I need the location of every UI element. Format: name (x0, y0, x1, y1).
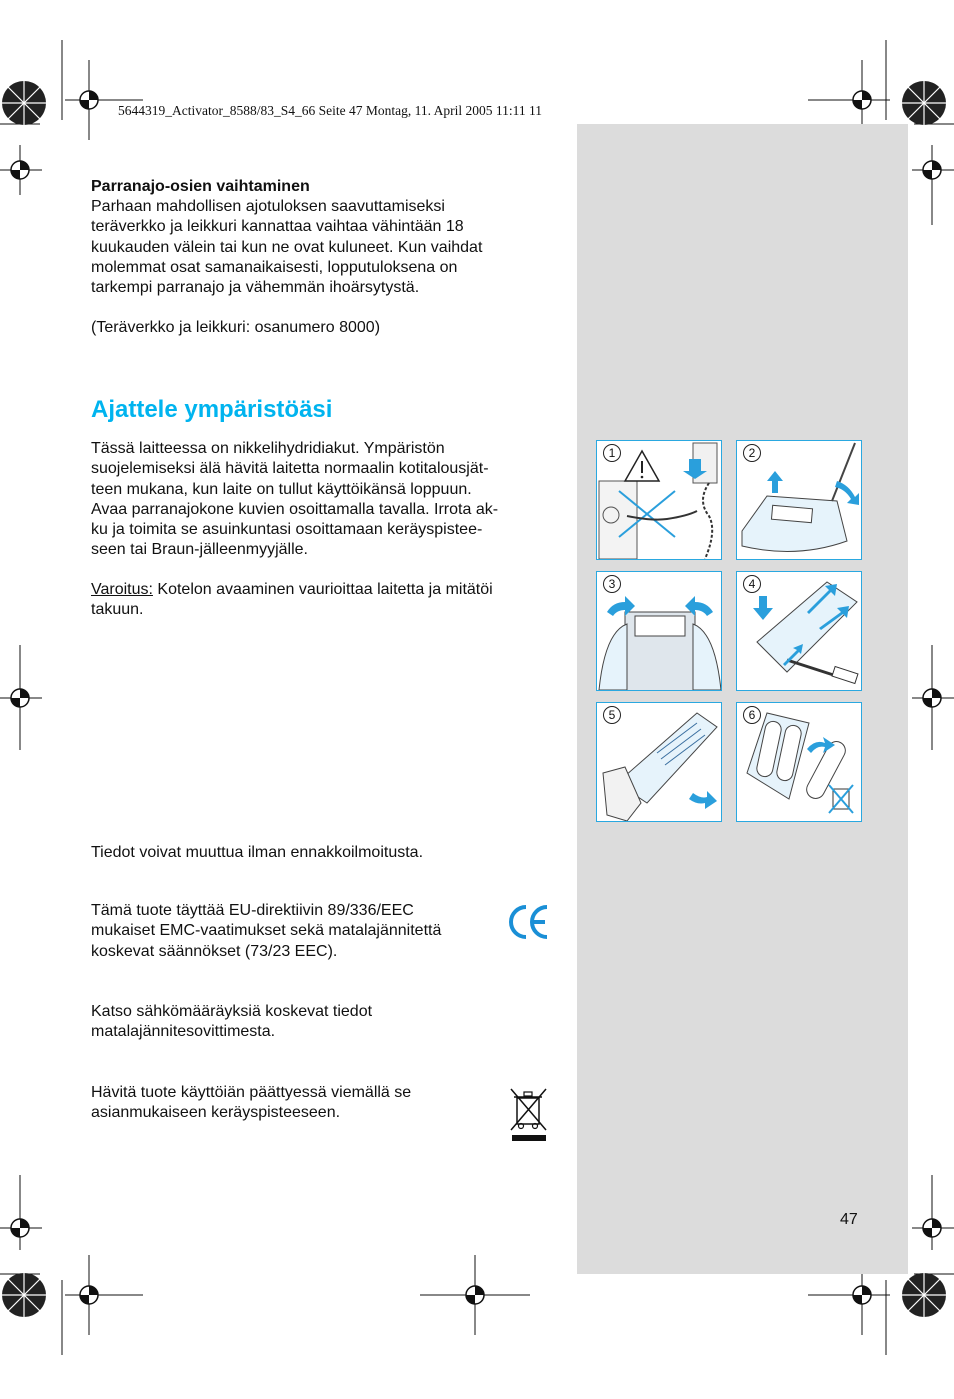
figure-5 (596, 702, 722, 822)
figure-number: 6 (743, 706, 761, 724)
text-line: molemmat osat samanaikaisesti, lopputuloksena on (91, 258, 458, 276)
section1-body (91, 197, 482, 298)
warning-text-line2: takuun. (91, 601, 144, 619)
change-notice: Tiedot voivat muuttua ilman ennakkoilmoitusta. (91, 844, 424, 861)
text-line: Avaa parranajokone kuvien osoittamalla tavalla. Irrota ak- (91, 500, 499, 518)
figure-3 (596, 571, 722, 691)
text-line: tarkempi parranajo ja vähemmän ihoärsytystä. (91, 279, 420, 297)
figure-number: 1 (603, 444, 621, 462)
figure-number: 3 (603, 575, 621, 593)
crossed-out-bin-icon (508, 1086, 550, 1149)
figure-number: 4 (743, 575, 761, 593)
warning-label: Varoitus: (91, 581, 153, 598)
figure-number: 5 (603, 706, 621, 724)
text-line: kuukauden välein tai kun ne ovat kuluneet. Kun vaihdat (91, 238, 483, 256)
figure-6 (736, 702, 862, 822)
text-line: koskevat säännökset (73/23 EEC). (91, 942, 338, 960)
text-line: seen tai Braun-jälleenmyyjälle. (91, 541, 308, 559)
disposal-text (91, 1083, 411, 1124)
print-header: 5644319_Activator_8588/83_S4_66 Seite 47 Montag, 11. April 2005 11:11 11 (118, 103, 542, 118)
section-heading-blade-replacement: Parranajo-osien vaihtaminen (91, 178, 310, 195)
section-heading-environment: Ajattele ympäristöäsi (91, 396, 333, 423)
text-line: teen mukana, kun laite on tullut käyttöikänsä loppuun. (91, 480, 472, 498)
electrical-info-text (91, 1002, 372, 1043)
text-line: Katso sähkömääräyksiä koskevat tiedot (91, 1003, 373, 1020)
warning-text: Kotelon avaaminen vaurioittaa laitetta ja mitätöi (152, 581, 493, 598)
part-number-note: (Teräverkko ja leikkuri: osanumero 8000) (91, 319, 381, 336)
sidebar-column (577, 124, 908, 1274)
figure-1 (596, 440, 722, 560)
text-line: matalajännitesovittimesta. (91, 1023, 276, 1041)
text-line: teräverkko ja leikkuri kannattaa vaihtaa vähintään 18 (91, 218, 464, 236)
eu-compliance-text (91, 901, 441, 962)
text-line: Tässä laitteessa on nikkelihydridiakut. Ympäristön (91, 440, 445, 457)
text-line: Hävitä tuote käyttöiän päättyessä viemällä se (91, 1084, 412, 1101)
text-line: asianmukaiseen keräyspisteeseen. (91, 1104, 341, 1122)
text-line: Tämä tuote täyttää EU-direktiivin 89/336/EEC (91, 902, 414, 919)
page-number: 47 (840, 1211, 858, 1228)
text-line: Parhaan mahdollisen ajotuloksen saavuttamiseksi (91, 198, 445, 215)
ce-mark-icon (505, 902, 551, 947)
text-line: suojelemiseksi älä hävitä laitetta normaalin kotitalousjät- (91, 460, 489, 478)
text-line: mukaiset EMC-vaatimukset sekä matalajännitettä (91, 922, 442, 940)
section2-body (91, 439, 498, 561)
figure-number: 2 (743, 444, 761, 462)
warning-paragraph (91, 580, 493, 621)
figure-2 (736, 440, 862, 560)
text-line: ku ja toimita se asuinkuntasi osoittamaan keräyspistee- (91, 521, 483, 539)
figure-4 (736, 571, 862, 691)
